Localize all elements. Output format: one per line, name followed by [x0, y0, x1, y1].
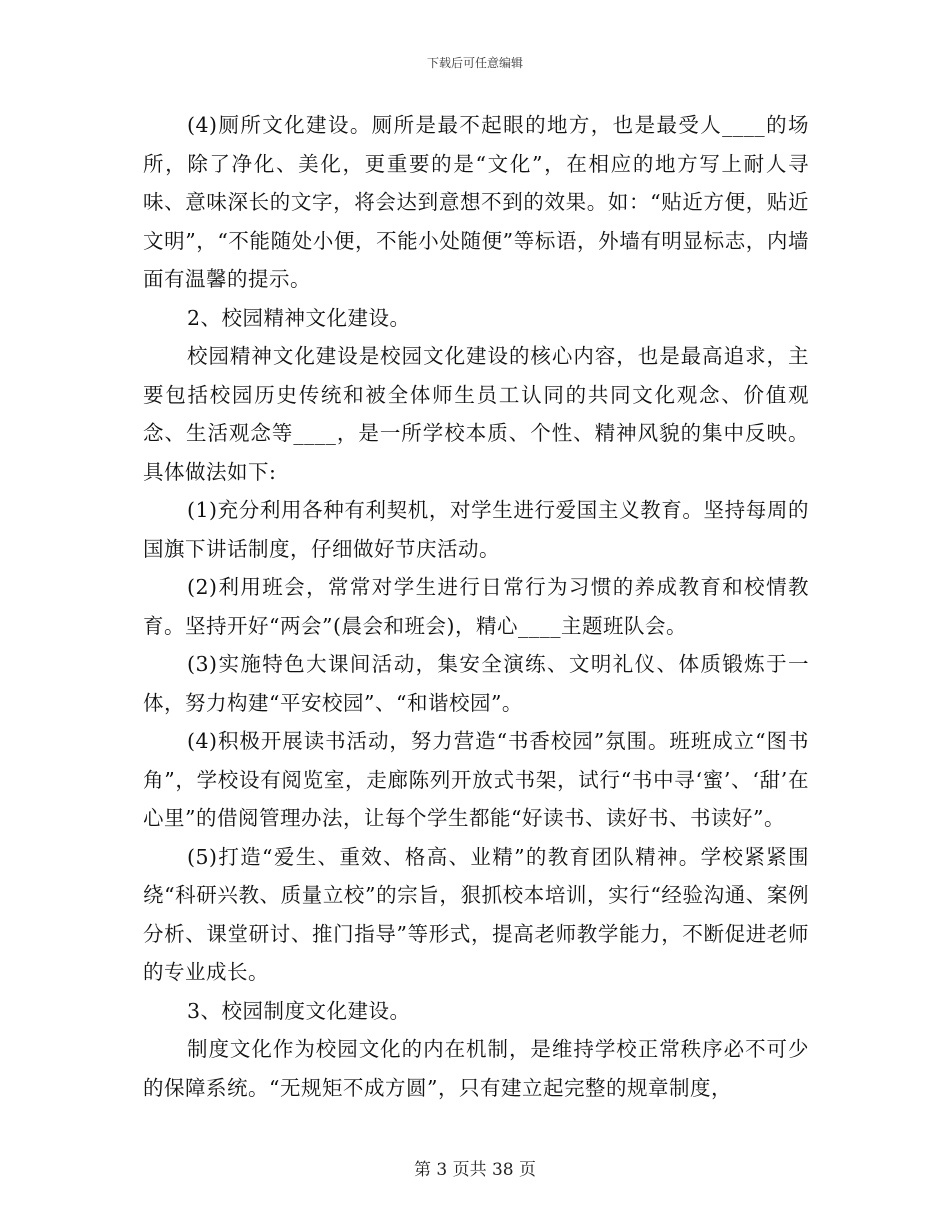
paragraph-toilet-culture: (4)厕所文化建设。厕所是最不起眼的地方，也是最受人____的场所，除了净化、美化，更重要的是“文化”，在相应的地方写上耐人寻味、意味深长的文字，将会达到意想不到的效果。如：“贴近方便，贴近文明”，“不能随处小便，不能小处随便”等标语，外墙有明显标志，内墙面有温馨的提示。	[143, 113, 809, 291]
page-number: 第 3 页共 38 页	[413, 1160, 537, 1180]
paragraph-item-3: (3)实施特色大课间活动，集安全演练、文明礼仪、体质锻炼于一体，努力构建“平安校园”、“和谐校园”。	[143, 652, 809, 715]
paragraph-item-5: (5)打造“爱生、重效、格高、业精”的教育团队精神。学校紧紧围绕“科研兴教、质量立校”的宗旨，狠抓校本培训，实行“经验沟通、案例分析、课堂研讨、推门指导”等形式，提高老师教学能力，不断促进老师的专业成长。	[143, 844, 809, 984]
paragraph-system-culture-intro: 制度文化作为校园文化的内在机制，是维持学校正常秩序必不可少的保障系统。“无规矩不成方圆”，只有建立起完整的规章制度，	[143, 1037, 809, 1100]
paragraph-item-4: (4)积极开展读书活动，努力营造“书香校园”氛围。班班成立“图书角”，学校设有阅览室，走廊陈列开放式书架，试行“书中寻‘蜜’、‘甜’在心里”的借阅管理办法，让每个学生都能“好读书、读好书、书读好”。	[143, 729, 809, 830]
paragraph-item-1: (1)充分利用各种有利契机，对学生进行爱国主义教育。坚持每周的国旗下讲话制度，仔细做好节庆活动。	[143, 498, 809, 561]
header-note: 下载后可任意编辑	[426, 56, 523, 70]
paragraph-item-2: (2)利用班会，常常对学生进行日常行为习惯的养成教育和校情教育。坚持开好“两会”(晨会和班会)，精心____主题班队会。	[143, 575, 809, 638]
paragraph-spiritual-culture-intro: 校园精神文化建设是校园文化建设的核心内容，也是最高追求，主要包括校园历史传统和被全体师生员工认同的共同文化观念、价值观念、生活观念等____，是一所学校本质、个性、精神风貌的集中反映。具体做法如下:	[143, 344, 809, 484]
section-heading-spiritual-culture: 2、校园精神文化建设。	[187, 305, 411, 330]
document-body	[143, 106, 809, 1107]
section-heading-system-culture: 3、校园制度文化建设。	[187, 998, 411, 1023]
